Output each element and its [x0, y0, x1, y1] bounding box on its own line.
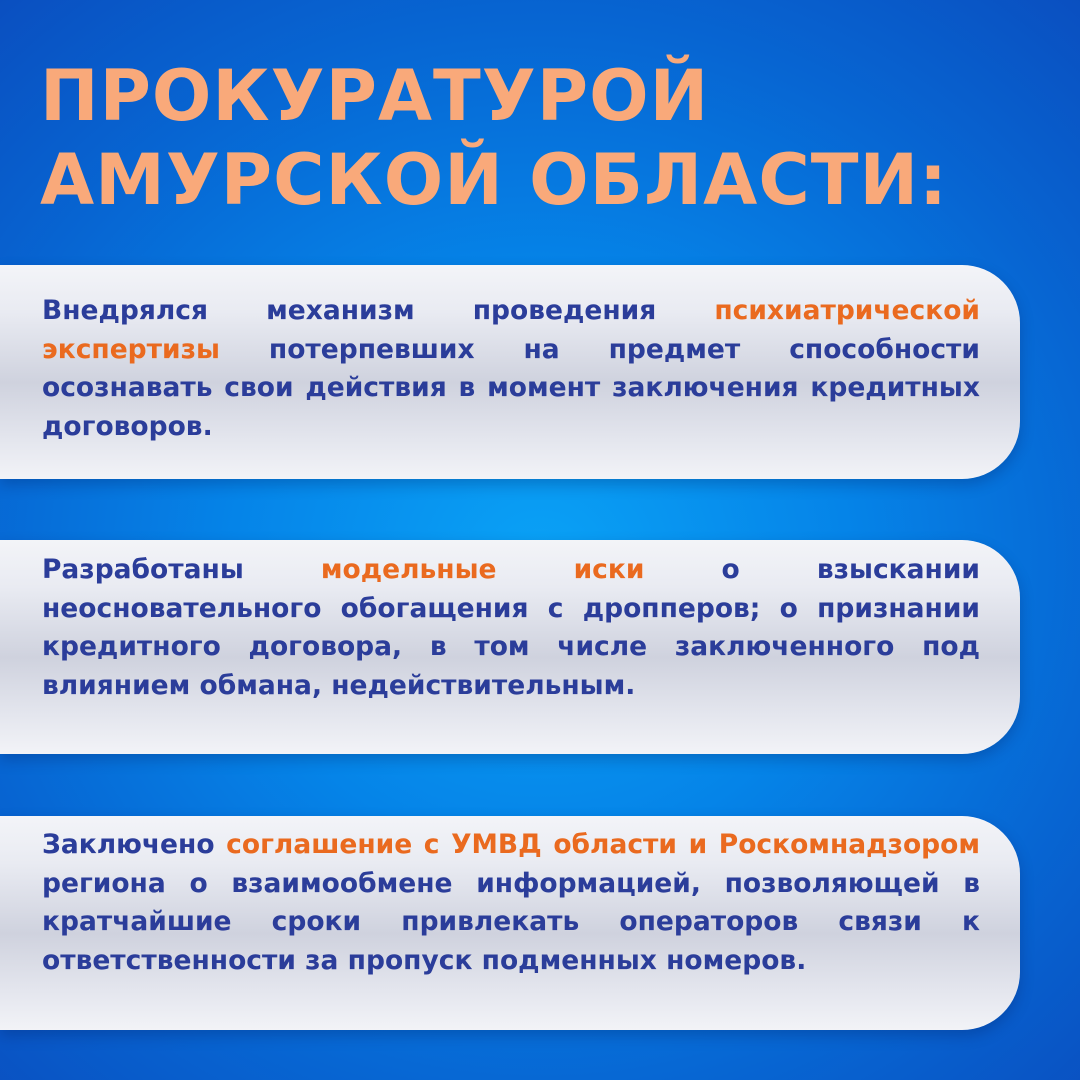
info-card-text: [42, 551, 980, 705]
info-card-psychiatric-expertise: [0, 265, 1020, 479]
card-highlight: модельные иски: [320, 554, 645, 585]
card-text-part: Заключено: [42, 829, 227, 860]
page-title: [40, 54, 1040, 222]
info-card-text: [42, 826, 980, 980]
card-highlight: психиатрической экспертизы: [42, 295, 980, 365]
card-highlight: соглашение с УМВД области и Роскомнадзором: [226, 829, 980, 860]
card-text-part: потерпевших на предмет способности осознавать свои действия в момент заключения кредитных договоров.: [42, 333, 980, 442]
page-title-line-1: ПРОКУРАТУРОЙ: [40, 55, 710, 137]
page-title-line-2: АМУРСКОЙ ОБЛАСТИ:: [40, 139, 949, 221]
info-card-text: [42, 292, 980, 446]
card-text-part: Разработаны: [42, 554, 321, 585]
info-card-agreement: [0, 816, 1020, 1030]
card-text-part: о взыскании неосновательного обогащения с дропперов; о признании кредитного договора, в том числе заключенного под влиянием обмана, недействительным.: [42, 554, 980, 701]
card-text-part: Внедрялся механизм проведения: [42, 295, 715, 326]
info-card-model-lawsuits: [0, 540, 1020, 754]
card-text-part: региона о взаимообмене информацией, позволяющей в кратчайшие сроки привлекать операторов связи к ответственности за пропуск подменных номеров.: [42, 867, 980, 976]
